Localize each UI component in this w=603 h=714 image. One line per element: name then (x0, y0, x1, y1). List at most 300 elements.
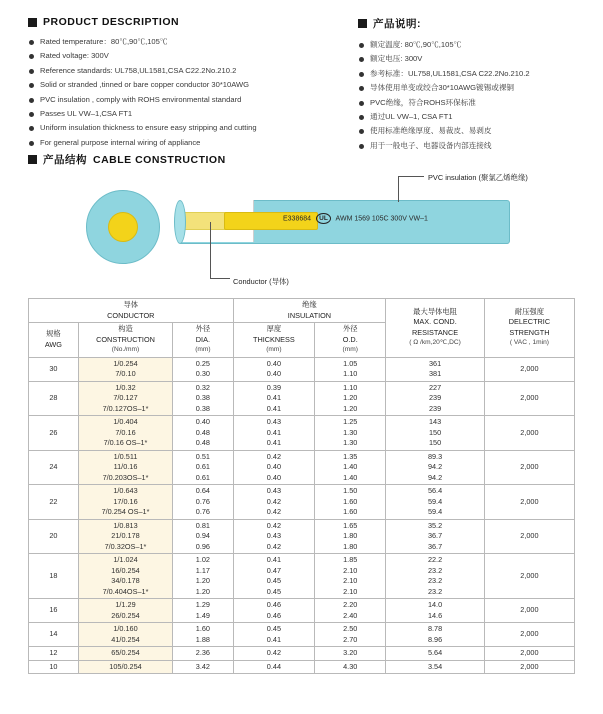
cell-line: 0.51 (195, 451, 210, 461)
header-thickness (233, 323, 315, 358)
cell-line: 4.30 (343, 661, 358, 671)
header-od-unit: (mm) (342, 346, 358, 353)
cell-line: 2,000 (520, 629, 539, 639)
table-cell (484, 357, 574, 381)
product-description-heading (28, 16, 328, 28)
cell-line: 0.76 (195, 496, 210, 506)
cell-line: 1.20 (195, 586, 210, 596)
table-cell (484, 623, 574, 647)
cell-line: 1/0.511 (113, 451, 138, 461)
cell-line: 1.05 (343, 358, 358, 368)
cell-line: 0.43 (266, 486, 281, 495)
table-cell (78, 381, 172, 416)
cell-line: 1.17 (195, 565, 210, 575)
cell-line: 0.43 (266, 531, 281, 540)
table-cell (173, 660, 233, 674)
header-construction-unit: (No./mm) (111, 346, 140, 353)
cell-line: 14.6 (427, 610, 443, 620)
table-header-row-1 (29, 299, 575, 323)
cell-line: 16 (49, 605, 58, 615)
table-cell (173, 554, 233, 599)
cell-line: 0.39 (266, 382, 281, 392)
table-cell (315, 485, 386, 520)
list-item: 通过UL VW–1, CSA FT1 (358, 112, 598, 122)
table-cell (233, 599, 315, 623)
cell-line: 41/0.254 (111, 634, 140, 644)
cell-line: 0.40 (266, 472, 281, 482)
square-bullet-icon (28, 18, 37, 27)
cell-line: 150 (428, 438, 442, 447)
list-item: 参考标准：UL758,UL1581,CSA C22.2No.210.2 (358, 69, 598, 79)
conductor-label: Conductor (导体) (233, 277, 289, 286)
cell-line: 3.54 (427, 661, 443, 671)
square-bullet-icon (358, 19, 367, 28)
table-cell (233, 519, 315, 554)
header-dielectric-en1: DELECTRIC (508, 317, 551, 327)
cell-line: 7/0.16 (115, 427, 136, 437)
cell-line: 0.42 (266, 648, 281, 657)
cell-line: 0.61 (195, 472, 210, 482)
table-row (29, 381, 575, 416)
cell-line: 2.10 (343, 576, 358, 585)
cell-line: 36.7 (427, 531, 443, 540)
cell-line: 7/0.254 OS–1* (101, 507, 150, 516)
cell-line: 0.40 (195, 417, 210, 426)
cell-line: 94.2 (427, 472, 443, 482)
table-cell (233, 450, 315, 485)
specification-table (28, 298, 575, 674)
header-conductor-group (29, 299, 234, 323)
table-row (29, 357, 575, 381)
table-cell (173, 623, 233, 647)
table-cell (29, 554, 79, 599)
cell-line: 56.4 (427, 486, 443, 495)
cell-line: 0.45 (266, 586, 281, 596)
cell-line: 0.38 (195, 393, 210, 402)
cell-line: 2,000 (520, 363, 539, 373)
cable-construction-title-cn: 产品结构 (43, 154, 87, 166)
table-cell (29, 647, 79, 661)
table-cell (78, 485, 172, 520)
cell-line: 24 (49, 462, 58, 471)
cell-line: 1.10 (343, 369, 358, 378)
table-cell (78, 357, 172, 381)
table-cell (315, 623, 386, 647)
cell-line: 2,000 (520, 605, 539, 615)
cell-line: 2,000 (520, 570, 539, 580)
table-cell (78, 450, 172, 485)
cell-line: 2.70 (343, 634, 358, 644)
table-cell (78, 416, 172, 451)
table-cell (233, 485, 315, 520)
table-cell (315, 381, 386, 416)
table-cell (173, 450, 233, 485)
table-cell (78, 660, 172, 674)
cell-line: 1.88 (195, 634, 210, 644)
cell-line: 1.30 (343, 438, 358, 447)
table-cell (29, 660, 79, 674)
cable-cross-section-conductor (108, 212, 138, 242)
cell-line: 8.78 (427, 624, 443, 633)
cell-line: 0.43 (266, 417, 281, 426)
cell-line: 0.42 (266, 507, 281, 516)
cell-line: 0.94 (195, 531, 210, 540)
leader-line (210, 278, 230, 279)
cell-line: 0.41 (266, 634, 281, 644)
table-cell (484, 416, 574, 451)
table-cell (315, 647, 386, 661)
table-cell (173, 416, 233, 451)
cable-construction-heading (28, 152, 226, 167)
table-cell (78, 623, 172, 647)
product-spec-block (358, 16, 598, 155)
cell-line: 1/0.160 (113, 624, 138, 633)
cell-line: 10 (49, 661, 58, 671)
table-cell (233, 554, 315, 599)
product-description-block (28, 16, 328, 152)
cell-line: 1.50 (343, 486, 358, 495)
table-cell (484, 485, 574, 520)
cell-line: 3.20 (343, 648, 358, 657)
cell-line: 26 (49, 427, 58, 437)
cell-line: 0.40 (266, 358, 281, 368)
cell-line: 14.0 (427, 600, 443, 609)
cell-line: 0.25 (195, 358, 210, 368)
table-row (29, 599, 575, 623)
cell-line: 2.40 (343, 610, 358, 620)
cell-line: 1.60 (343, 496, 358, 506)
cell-line: 0.40 (266, 462, 281, 471)
cell-line: 1/0.32 (115, 382, 136, 392)
cell-line: 1.02 (195, 555, 210, 564)
header-dia (173, 323, 233, 358)
cell-line: 7/0.10 (115, 369, 136, 378)
cell-line: 239 (428, 403, 442, 413)
table-cell (29, 450, 79, 485)
ul-logo-icon: UL (316, 213, 331, 224)
list-item: Rated temperature：80℃,90℃,105℃ (28, 37, 328, 47)
table-cell (173, 357, 233, 381)
table-body (29, 357, 575, 674)
cell-line: 23.2 (427, 576, 443, 585)
table-cell (29, 519, 79, 554)
cell-line: 239 (428, 393, 442, 402)
header-insulation-cn: 绝缘 (302, 300, 317, 309)
cell-line: 0.42 (266, 496, 281, 506)
table-cell (233, 357, 315, 381)
cell-line: 2.20 (343, 600, 358, 609)
cell-line: 381 (428, 369, 442, 378)
table-cell (484, 519, 574, 554)
cell-line: 22 (49, 496, 58, 506)
list-item: Passes UL VW–1,CSA FT1 (28, 109, 328, 119)
cell-line: 0.61 (195, 462, 210, 471)
header-construction-en: CONSTRUCTION (96, 334, 155, 344)
cell-line: 2.50 (343, 624, 358, 633)
cell-line: 23.2 (427, 586, 443, 596)
header-dia-cn: 外径 (195, 324, 211, 333)
product-description-list (28, 37, 328, 148)
header-dielectric-cn: 耐压强度 (514, 306, 545, 316)
header-dielectric-unit: ( VAC , 1min) (509, 339, 549, 347)
list-item: For general purpose internal wiring of appliance (28, 138, 328, 148)
cell-line: 1.60 (195, 624, 210, 633)
header-thickness-unit: (mm) (266, 346, 282, 353)
cell-line: 1.10 (343, 382, 358, 392)
header-od-cn: 外径 (342, 324, 358, 333)
header-resistance-en1: MAX. COND. (413, 317, 457, 327)
header-thickness-cn: 厚度 (266, 324, 282, 333)
product-spec-heading (358, 16, 598, 31)
cell-line: 0.45 (266, 576, 281, 585)
cell-line: 0.48 (195, 438, 210, 447)
list-item: Uniform insulation thickness to ensure easy stripping and cutting (28, 123, 328, 133)
table-cell (315, 554, 386, 599)
table-row (29, 554, 575, 599)
table-cell (386, 623, 485, 647)
table-cell (233, 647, 315, 661)
table-cell (29, 381, 79, 416)
leader-line (398, 176, 399, 202)
table-cell (173, 599, 233, 623)
header-dia-en: DIA. (195, 334, 210, 344)
cell-line: 1/1.29 (115, 600, 136, 609)
table-cell (233, 660, 315, 674)
cable-construction-title-en: CABLE CONSTRUCTION (93, 153, 226, 166)
cell-line: 1.60 (343, 507, 358, 516)
header-thickness-en: THICKNESS (253, 334, 295, 344)
print-code: E338684 (283, 215, 312, 223)
header-od (315, 323, 386, 358)
cell-line: 1.80 (343, 531, 358, 540)
cell-line: 1.80 (343, 541, 358, 551)
cell-line: 105/0.254 (109, 661, 142, 671)
table-cell (29, 416, 79, 451)
table-cell (386, 450, 485, 485)
cell-line: 59.4 (427, 496, 443, 506)
cell-line: 0.42 (266, 520, 281, 530)
header-construction-cn: 构造 (118, 324, 133, 333)
table-cell (29, 623, 79, 647)
table-cell (386, 554, 485, 599)
table-cell (386, 381, 485, 416)
cell-line: 1.85 (343, 555, 358, 564)
cell-line: 65/0.254 (111, 648, 140, 657)
leader-line (398, 176, 424, 177)
list-item: 用于一般电子、电器设备内部连接线 (358, 141, 598, 151)
header-awg-cn: 规格 (46, 329, 61, 339)
cell-line: 7/0.127 (113, 393, 138, 402)
table-cell (484, 450, 574, 485)
table-cell (484, 647, 574, 661)
cell-line: 2,000 (520, 462, 539, 471)
cell-line: 0.45 (266, 624, 281, 633)
cell-line: 89.3 (427, 451, 443, 461)
cell-line: 94.2 (427, 462, 443, 471)
cell-line: 34/0.178 (111, 576, 140, 585)
table-cell (484, 660, 574, 674)
cell-line: 7/0.203OS–1* (102, 472, 149, 482)
cell-line: 1/0.813 (113, 520, 138, 530)
list-item: PVC绝缘，符合ROHS环保标准 (358, 98, 598, 108)
list-item: Reference standards: UL758,UL1581,CSA C22.2No.210.2 (28, 66, 328, 76)
cell-line: 0.46 (266, 600, 281, 609)
header-resistance (386, 299, 485, 358)
cell-line: 2,000 (520, 531, 539, 540)
product-description-title: PRODUCT DESCRIPTION (43, 16, 180, 28)
cell-line: 2,000 (520, 427, 539, 437)
cell-line: 20 (49, 531, 58, 540)
cell-line: 0.42 (266, 541, 281, 551)
header-dia-unit: (mm) (195, 346, 211, 353)
cell-line: 0.41 (266, 555, 281, 564)
table-cell (484, 599, 574, 623)
cell-line: 16/0.254 (111, 565, 140, 575)
table-cell (386, 660, 485, 674)
cell-line: 0.64 (195, 486, 210, 495)
list-item: 额定电压: 300V (358, 54, 598, 64)
cell-line: 0.41 (266, 427, 281, 437)
cell-line: 2.10 (343, 565, 358, 575)
cell-line: 2.36 (195, 648, 210, 657)
header-od-en: O.D. (342, 334, 358, 344)
list-item: 使用标准绝缘厚度、易裁皮、易剥皮 (358, 126, 598, 136)
list-item: PVC insulation , comply with ROHS environmental standard (28, 95, 328, 105)
list-item: Solid or stranded ,tinned or bare copper conductor 30*10AWG (28, 80, 328, 90)
cell-line: 7/0.32OS–1* (104, 541, 147, 551)
table-cell (484, 381, 574, 416)
table-cell (315, 357, 386, 381)
cell-line: 1/0.404 (113, 417, 138, 426)
cell-line: 1/0.254 (113, 358, 138, 368)
cell-line: 0.96 (195, 541, 210, 551)
cell-line: 21/0.178 (111, 531, 140, 540)
pvc-insulation-label: PVC insulation (聚氯乙烯绝缘) (428, 173, 528, 182)
table-cell (173, 647, 233, 661)
table-row (29, 519, 575, 554)
cell-line: 3.42 (195, 661, 210, 671)
table-row (29, 660, 575, 674)
table-cell (484, 554, 574, 599)
cell-line: 2,000 (520, 648, 539, 657)
cell-line: 28 (49, 393, 58, 402)
cell-line: 1.35 (343, 451, 358, 461)
product-spec-list (358, 40, 598, 151)
cell-line: 26/0.254 (111, 610, 140, 620)
header-resistance-unit: ( Ω /km,20℃,DC) (409, 339, 461, 347)
cell-line: 0.30 (195, 369, 210, 378)
cell-line: 0.32 (195, 382, 210, 392)
table-cell (78, 554, 172, 599)
cell-line: 361 (428, 358, 442, 368)
header-awg (29, 323, 79, 358)
table-cell (386, 416, 485, 451)
header-insulation-en: INSULATION (287, 310, 332, 320)
cell-line: 2,000 (520, 496, 539, 506)
table-cell (386, 485, 485, 520)
table-cell (29, 485, 79, 520)
table-cell (386, 519, 485, 554)
cell-line: 7/0.127OS–1* (102, 403, 149, 413)
cable-surface-print (283, 213, 428, 224)
cell-line: 12 (49, 648, 58, 657)
cable-end-cap (174, 200, 186, 244)
cell-line: 1.40 (343, 462, 358, 471)
cell-line: 0.41 (266, 393, 281, 402)
cell-line: 1/0.643 (113, 486, 138, 495)
cell-line: 0.41 (266, 438, 281, 447)
list-item: 额定温度: 80℃,90℃,105℃ (358, 40, 598, 50)
table-cell (386, 647, 485, 661)
table-row (29, 647, 575, 661)
cell-line: 59.4 (427, 507, 443, 516)
table-cell (78, 647, 172, 661)
cell-line: 2,000 (520, 393, 539, 402)
cell-line: 0.46 (266, 610, 281, 620)
cell-line: 0.81 (195, 520, 210, 530)
table-cell (29, 357, 79, 381)
table-cell (315, 599, 386, 623)
header-conductor-cn: 导体 (123, 300, 139, 309)
cell-line: 11/0.16 (113, 462, 138, 471)
cell-line: 1.29 (195, 600, 210, 609)
table-cell (233, 381, 315, 416)
cell-line: 0.47 (266, 565, 281, 575)
cell-line: 22.2 (427, 555, 443, 564)
table-cell (173, 519, 233, 554)
cell-line: 2,000 (520, 661, 539, 671)
cell-line: 17/0.16 (113, 496, 138, 506)
cell-line: 1.25 (343, 417, 358, 426)
cell-line: 1.65 (343, 520, 358, 530)
header-dielectric-en2: STRENGTH (509, 327, 550, 337)
table-cell (173, 381, 233, 416)
cell-line: 0.76 (195, 507, 210, 516)
cell-line: 14 (49, 629, 58, 639)
table-header (29, 299, 575, 358)
cell-line: 0.38 (195, 403, 210, 413)
cell-line: 35.2 (427, 520, 443, 530)
table-cell (29, 599, 79, 623)
cell-line: 0.41 (266, 403, 281, 413)
cable-diagram (28, 172, 575, 290)
table-row (29, 623, 575, 647)
square-bullet-icon (28, 155, 37, 164)
table-row (29, 485, 575, 520)
cell-line: 1.20 (343, 393, 358, 402)
cell-line: 5.64 (427, 648, 443, 657)
cell-line: 1.20 (343, 403, 358, 413)
list-item: Rated voltage: 300V (28, 51, 328, 61)
header-dielectric (484, 299, 574, 358)
cell-line: 7/0.16 OS–1* (103, 438, 148, 447)
header-resistance-cn: 最大导体电阻 (413, 306, 457, 316)
cell-line: 36.7 (427, 541, 443, 551)
cell-line: 30 (49, 363, 58, 373)
header-resistance-en2: RESISTANCE (412, 327, 459, 337)
print-rating: AWM 1569 105C 300V VW–1 (335, 215, 428, 223)
table-cell (315, 416, 386, 451)
table-cell (233, 623, 315, 647)
table-cell (173, 485, 233, 520)
cell-line: 7/0.404OS–1* (102, 586, 149, 596)
table-cell (315, 450, 386, 485)
header-construction (78, 323, 172, 358)
table-row (29, 416, 575, 451)
cell-line: 0.40 (266, 369, 281, 378)
cell-line: 2.10 (343, 586, 358, 596)
cell-line: 0.44 (266, 661, 281, 671)
